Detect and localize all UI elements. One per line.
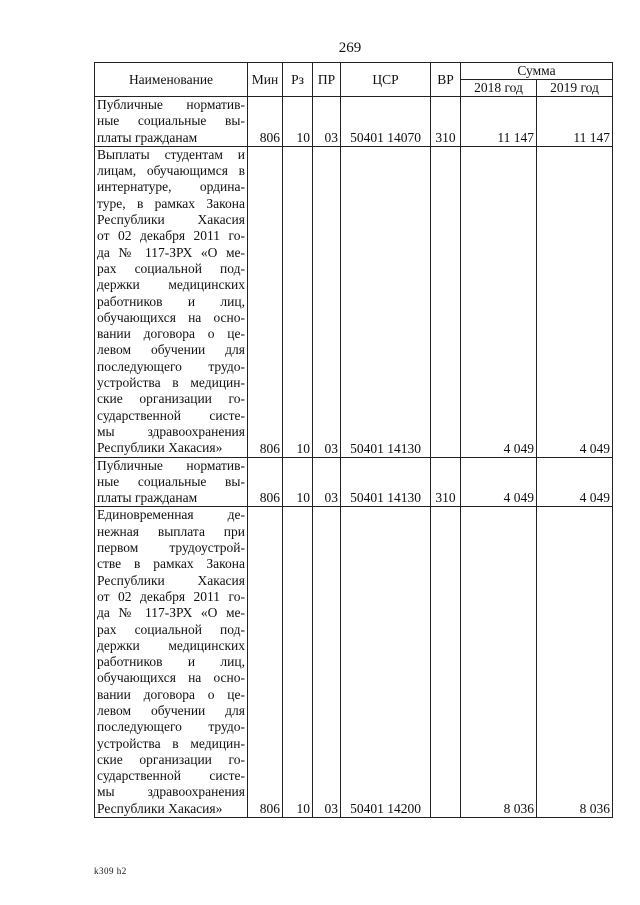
table-row	[95, 457, 613, 507]
budget-table	[94, 62, 613, 818]
row-csr: 50401 14070	[341, 97, 431, 147]
row-rz: 10	[283, 457, 313, 507]
row-name-line: держки медицинских	[97, 277, 245, 293]
row-name-line: держки медицинских	[97, 637, 245, 653]
row-name-line: нежная выплата при	[97, 523, 245, 539]
row-name-line: устройства в медицин-	[97, 375, 245, 391]
row-name-line: туре, в рамках Закона	[97, 195, 245, 211]
row-name-line: стве в рамках Закона	[97, 556, 245, 572]
row-name-line: левом обучении для	[97, 342, 245, 358]
row-name-line: рах социальной под-	[97, 621, 245, 637]
row-name-line: Публичные норматив-	[97, 97, 245, 112]
row-name-line: ные социальные вы-	[97, 473, 245, 489]
row-vr	[431, 146, 461, 457]
row-name-line: последующего трудо-	[97, 719, 245, 735]
row-name-line: работников и лиц,	[97, 654, 245, 670]
row-name-line: работников и лиц,	[97, 293, 245, 309]
header-year-2019: 2019 год	[537, 80, 613, 97]
row-name-line: последующего трудо-	[97, 358, 245, 374]
row-rz: 10	[283, 507, 313, 818]
header-name: Наименование	[95, 63, 248, 97]
row-name	[95, 97, 248, 147]
row-min: 806	[248, 507, 283, 818]
row-name-line: левом обучении для	[97, 702, 245, 718]
header-csr: ЦСР	[341, 63, 431, 97]
row-name	[95, 457, 248, 507]
page-number: 269	[338, 40, 362, 56]
row-2018-value: 11 147	[461, 97, 537, 147]
row-pr: 03	[313, 146, 341, 457]
row-pr: 03	[313, 457, 341, 507]
row-name-line: устройства в медицин-	[97, 735, 245, 751]
table-row	[95, 507, 613, 818]
row-pr: 03	[313, 97, 341, 147]
row-name-line: интернатуре, ордина-	[97, 179, 245, 195]
row-vr	[431, 507, 461, 818]
row-name-line: от 02 декабря 2011 го-	[97, 228, 245, 244]
header-min: Мин	[248, 63, 283, 97]
row-2018-value: 4 049	[461, 457, 537, 507]
table-row	[95, 97, 613, 147]
row-rz: 10	[283, 146, 313, 457]
row-min: 806	[248, 97, 283, 147]
row-vr: 310	[431, 97, 461, 147]
row-2019-value: 4 049	[537, 457, 613, 507]
row-name-line: Выплаты студентам и	[97, 146, 245, 162]
row-name-line: платы гражданам	[97, 129, 198, 145]
row-min: 806	[248, 457, 283, 507]
row-name-line: рах социальной под-	[97, 260, 245, 276]
row-name-line: да № 117-ЗРХ «О ме-	[97, 605, 245, 621]
row-2019-value: 8 036	[537, 507, 613, 818]
footer-code: k309 h2	[94, 866, 127, 876]
row-name-line: вании договора о це-	[97, 326, 245, 342]
row-name-line: от 02 декабря 2011 го-	[97, 588, 245, 604]
row-name-line: сударственной систе-	[97, 407, 245, 423]
row-name-line: обучающихся на осно-	[97, 670, 245, 686]
row-name-line: ские организации го-	[97, 391, 245, 407]
row-name-line: платы гражданам	[97, 490, 198, 506]
row-csr: 50401 14200	[341, 507, 431, 818]
row-2018-value: 8 036	[461, 507, 537, 818]
row-name-line: мы здравоохранения	[97, 784, 245, 800]
row-name	[95, 507, 248, 818]
row-name-line: ные социальные вы-	[97, 113, 245, 129]
row-name-line: мы здравоохранения	[97, 423, 245, 439]
row-name-line: Республики Хакасия»	[97, 440, 223, 456]
row-name-line: ские организации го-	[97, 751, 245, 767]
row-name-line: Республики Хакасия»	[97, 800, 223, 816]
row-name-line: Единовременная де-	[97, 507, 245, 523]
row-2019-value: 4 049	[537, 146, 613, 457]
row-name-line: лицам, обучающимся в	[97, 163, 245, 179]
row-name-line: да № 117-ЗРХ «О ме-	[97, 244, 245, 260]
row-2019-value: 11 147	[537, 97, 613, 147]
header-vr: ВР	[431, 63, 461, 97]
row-name-line: Республики Хакасия	[97, 212, 245, 228]
row-name-line: вании договора о це-	[97, 686, 245, 702]
row-name-line: сударственной систе-	[97, 768, 245, 784]
row-rz: 10	[283, 97, 313, 147]
row-name-line: обучающихся на осно-	[97, 309, 245, 325]
row-name-line: первом трудоустрой-	[97, 540, 245, 556]
table-row	[95, 146, 613, 457]
row-pr: 03	[313, 507, 341, 818]
row-2018-value: 4 049	[461, 146, 537, 457]
row-min: 806	[248, 146, 283, 457]
table-body	[95, 97, 613, 818]
row-csr: 50401 14130	[341, 457, 431, 507]
row-csr: 50401 14130	[341, 146, 431, 457]
row-name-line: Публичные норматив-	[97, 457, 245, 473]
header-sum: Сумма	[461, 63, 613, 80]
header-pr: ПР	[313, 63, 341, 97]
row-name-line: Республики Хакасия	[97, 572, 245, 588]
header-rz: Рз	[283, 63, 313, 97]
row-name	[95, 146, 248, 457]
row-vr: 310	[431, 457, 461, 507]
header-year-2018: 2018 год	[461, 80, 537, 97]
